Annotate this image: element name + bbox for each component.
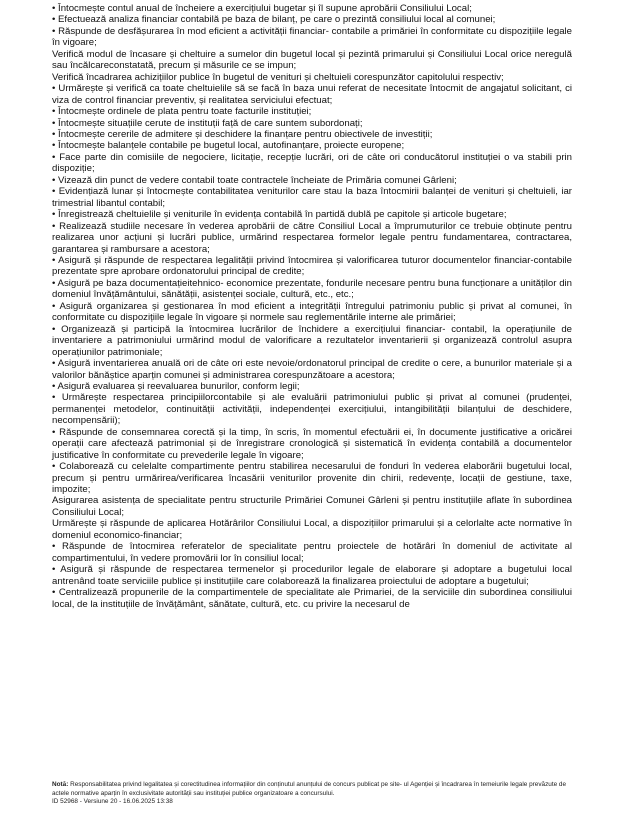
paragraph: Verifică încadrarea achizițiilor publice în bugetul de venituri și cheltuieli corespunzător capitolului respectiv; [52, 71, 504, 83]
paragraph: • Organizează și participă la întocmirea lucrărilor de închidere a exercițiului financiar- contabil, la operațiunile de inventariere a patrimoniului urmărind modul de valorificare a rezultatelor inventarierii și organizează controlul asupra operațiunilor patrimoniale; [52, 323, 572, 358]
paragraph: • Asigură pe baza documentațieitehnico- economice prezentate, fondurile necesare pentru buna funcționare a unităților din domeniul învățământului, sănătății, asistenței sociale, cultură, etc., etc.; [52, 277, 572, 301]
paragraph: • Face parte din comisiile de negociere, licitație, recepție lucrări, ori de câte ori conducătorul instituției o va stabili prin dispoziție; [52, 151, 572, 175]
page-footer [52, 781, 572, 807]
paragraph: • Evidențiază lunar și întocmește contabilitatea veniturilor care stau la baza întocmirii balanței de venituri și cheltuieli, iar trimestrial libantul contabil; [52, 186, 572, 209]
paragraph: Urmărește și răspunde de aplicarea Hotărârilor Consiliului Local, a dispozițiilor primarului și a celorlalte acte normative în domeniul economico-financiar; [52, 518, 572, 541]
note-label: Notă: [52, 781, 69, 788]
paragraph: • Asigură evaluarea și reevaluarea bunurilor, conform legii; [52, 380, 300, 392]
paragraph: • Realizează studiile necesare în vederea aprobării de către Consiliul Local a împrumuturilor ce trebuie obținute pentru realizarea unor acțiuni și lucrări publice, urmărind respectarea formelor legale pentru fundamentarea, contractarea, garantarea și rambursare a acestora; [52, 220, 572, 255]
paragraph: • Urmărește respectarea principiilorcontabile și ale evaluării patrimoniului public și privat al comunei (prudenței, permanenței metodelor, continuității activității, independenței exercițiului, intangibilității bilanțului de deschidere, necompensării); [52, 392, 572, 427]
note-text: Responsabilitatea privind legalitatea și corectitudinea informațiilor din conținutul anunțului de concurs publicat pe site- ul Agenției și încadrarea în temeiurile legale prevăzute de actele normative aparțin în exclusivitate autorității sau instituției publice organizatoare a concursului. [52, 781, 567, 797]
paragraph: • Întocmește situațiile cerute de instituții față de care suntem subordonați; [52, 117, 363, 129]
paragraph: • Întocmește cererile de admitere și deschidere la finanțare pentru obiectivele de investiții; [52, 128, 433, 140]
paragraph: • Colaborează cu celelalte compartimente pentru stabilirea necesarului de fonduri în vederea elaborării bugetului local, precum și pentru urmărirea/verificarea încasării veniturilor provenite din chirii, redevențe, locații de gestiune, taxe, impozite; [52, 461, 572, 496]
paragraph: • Înregistrează cheltuielile și veniturile în evidența contabilă în partidă dublă pe capitole și articole bugetare; [52, 209, 507, 221]
paragraph: Asigurarea asistența de specialitate pentru structurile Primăriei Comunei Gârleni și pentru instituțiile aflate în subordinea Consiliului Local; [52, 495, 572, 518]
paragraph: • Vizează din punct de vedere contabil toate contractele încheiate de Primăria comunei Gârleni; [52, 174, 457, 186]
document-body [52, 3, 572, 610]
paragraph: Verifică modul de încasare și cheltuire a sumelor din bugetul local și pezintă primarului și Consiliului Local orice neregulă sau încălcareconstatată, precum și măsurile ce se impun; [52, 48, 572, 72]
paragraph: • Urmărește și verifică ca toate cheltuielile să se facă în baza unui referat de necesitate întocmit de angajatul solicitant, ci viza de control financiar preventiv, și realitatea serviciului efectuat; [52, 83, 572, 106]
paragraph: • Răspunde de întocmirea referatelor de specialitate pentru proiectele de hotărâri în domeniul de activitate al compartimentului, în vedere promovării lor în consiliul local; [52, 541, 572, 564]
paragraph: • Întocmește contul anual de încheiere a exercițiului bugetar și îl supune aprobării Consiliului Local; [52, 3, 472, 14]
paragraph: • Efectuează analiza financiar contabilă pe baza de bilanț, pe care o prezintă consiliului local al comunei; [52, 14, 496, 26]
paragraph: • Asigură organizarea și gestionarea în mod eficient a integrității întregului patrimoniu public și privat al comunei, în conformitate cu dispozițiile legale în vigoare și normele sau reglementările interne ale primăriei; [52, 300, 572, 324]
paragraph: • Întocmește balanțele contabile pe bugetul local, autofinanțare, proiecte europene; [52, 140, 405, 152]
document-id-line: ID 52968 - Versiune 20 - 16.06.2025 13:38 [52, 798, 173, 806]
paragraph: • Răspunde de consemnarea corectă și la timp, în scris, în momentul efectuării ei, în documente justificative a oricărei operații care afectează patrimonial și de înregistrare cronologică și sistematică în evidența contabilă a documentelor justificative în conformitate cu prevederile legale în vigoare; [52, 426, 572, 461]
paragraph: • Asigură și răspunde de respectarea termenelor și procedurilor legale de elaborare și adoptare a bugetului local antrenând toate serviciile publice și instituțiile care colaborează la finalizarea proiectului de adoptare a bugetului; [52, 564, 572, 587]
paragraph: • Răspunde de desfășurarea în mod eficient a activității financiar- contabile a primăriei în conformitate cu dispozițiile legale în vigoare; [52, 25, 572, 49]
paragraph: • Asigură inventarierea anuală ori de câte ori este nevoie/ordonatorul principal de credite o cere, a bunurilor materiale și a valorilor bănăștice aparțin comunei și administrarea corespunzătoare a acestora; [52, 358, 572, 381]
paragraph: • Centralizează propunerile de la compartimentele de specialitate ale Primariei, de la serviciile din subordinea consiliului local, de la instituțiile de învățământ, sănătate, cultură, etc. cu privire la necesarul de [52, 587, 572, 610]
disclaimer-note [52, 781, 572, 798]
paragraph: • Asigură și răspunde de respectarea legalității privind întocmirea și valorificarea tuturor documentelor financiar-contabile prezentate spre aprobare ordonatorului principal de credite; [52, 254, 572, 278]
paragraph: • Întocmește ordinele de plata pentru toate facturile instituției; [52, 106, 312, 118]
